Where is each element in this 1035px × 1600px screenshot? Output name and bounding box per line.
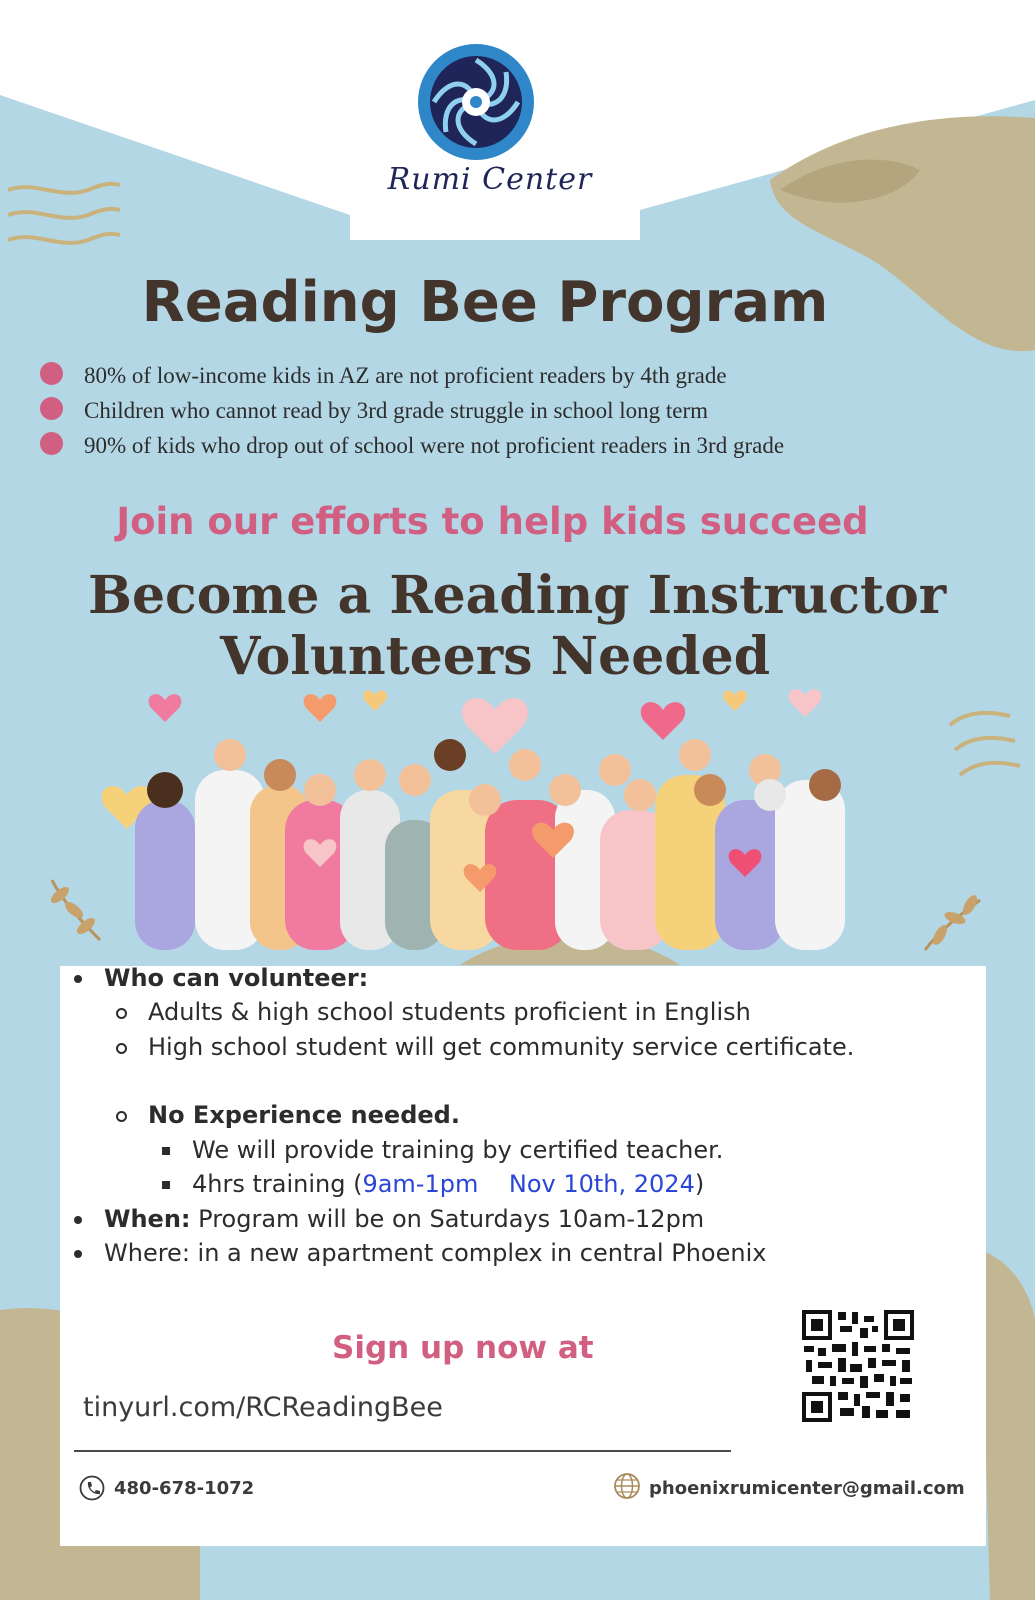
bullet-square — [162, 1181, 170, 1189]
rumi-center-logo — [380, 40, 600, 210]
bullet-dot — [40, 432, 63, 455]
who-can-volunteer-heading: Who can volunteer: — [104, 964, 369, 992]
heart-icon — [789, 689, 822, 717]
bullet-dot — [40, 362, 63, 385]
fact-text: Children who cannot read by 3rd grade struggle in school long term — [84, 398, 709, 423]
no-experience-heading: No Experience needed. — [148, 1101, 460, 1129]
training-hours: 4hrs training ( — [192, 1170, 363, 1198]
globe-icon — [613, 1472, 641, 1500]
signup-heading: Sign up now at — [332, 1330, 594, 1366]
when-label: When: — [104, 1205, 191, 1233]
tagline: Join our efforts to help kids succeed — [116, 500, 869, 543]
bullet-dot — [74, 1250, 82, 1258]
heart-icon — [304, 694, 337, 722]
bullet-circle — [116, 1043, 127, 1054]
cta-headline: Become a Reading Instructor — [88, 565, 947, 626]
logo-text: Rumi Center — [387, 162, 593, 197]
volunteer-requirement: High school student will get community service certificate. — [148, 1033, 855, 1061]
fact-text: 80% of low-income kids in AZ are not proficient readers by 4th grade — [84, 363, 727, 388]
fact-text: 90% of kids who drop out of school were not proficient readers in 3rd grade — [84, 433, 785, 458]
bullet-dot — [74, 1216, 82, 1224]
bullet-circle — [116, 1111, 127, 1122]
volunteers-crowd-illustration — [95, 680, 915, 950]
heart-icon — [641, 702, 685, 740]
divider — [74, 1450, 731, 1452]
bullet-dot — [40, 397, 63, 420]
cta-subheadline: Volunteers Needed — [220, 626, 771, 687]
qr-code[interactable] — [802, 1310, 914, 1422]
fact-item — [40, 395, 784, 430]
when-text: Program will be on Saturdays 10am-12pm — [190, 1205, 705, 1233]
volunteer-info-panel — [60, 966, 986, 1546]
bullet-dot — [74, 975, 82, 983]
training-provided: We will provide training by certified teacher. — [192, 1136, 724, 1164]
fact-item — [40, 430, 784, 465]
page-title: Reading Bee Program — [141, 270, 829, 335]
logo-emblem — [380, 40, 600, 165]
bullet-circle — [116, 1008, 127, 1019]
facts-list — [40, 360, 784, 465]
heart-icon — [723, 691, 747, 711]
heart-icon — [149, 694, 182, 722]
where-line: Where: in a new apartment complex in central Phoenix — [104, 1239, 767, 1267]
signup-link[interactable]: tinyurl.com/RCReadingBee — [83, 1392, 443, 1423]
volunteer-requirement: Adults & high school students proficient in English — [148, 998, 751, 1026]
email-address[interactable]: phoenixrumicenter@gmail.com — [649, 1478, 965, 1499]
phone-icon — [79, 1475, 105, 1501]
training-schedule — [192, 1170, 704, 1198]
when-line — [104, 1205, 704, 1233]
training-suffix: ) — [694, 1170, 705, 1198]
bullet-square — [162, 1147, 170, 1155]
training-time: 9am-1pm — [362, 1170, 479, 1198]
fact-item — [40, 360, 784, 395]
phone-number[interactable]: 480-678-1072 — [114, 1478, 255, 1499]
training-date: Nov 10th, 2024 — [508, 1170, 695, 1198]
heart-icon — [462, 698, 528, 754]
heart-icon — [363, 691, 387, 711]
